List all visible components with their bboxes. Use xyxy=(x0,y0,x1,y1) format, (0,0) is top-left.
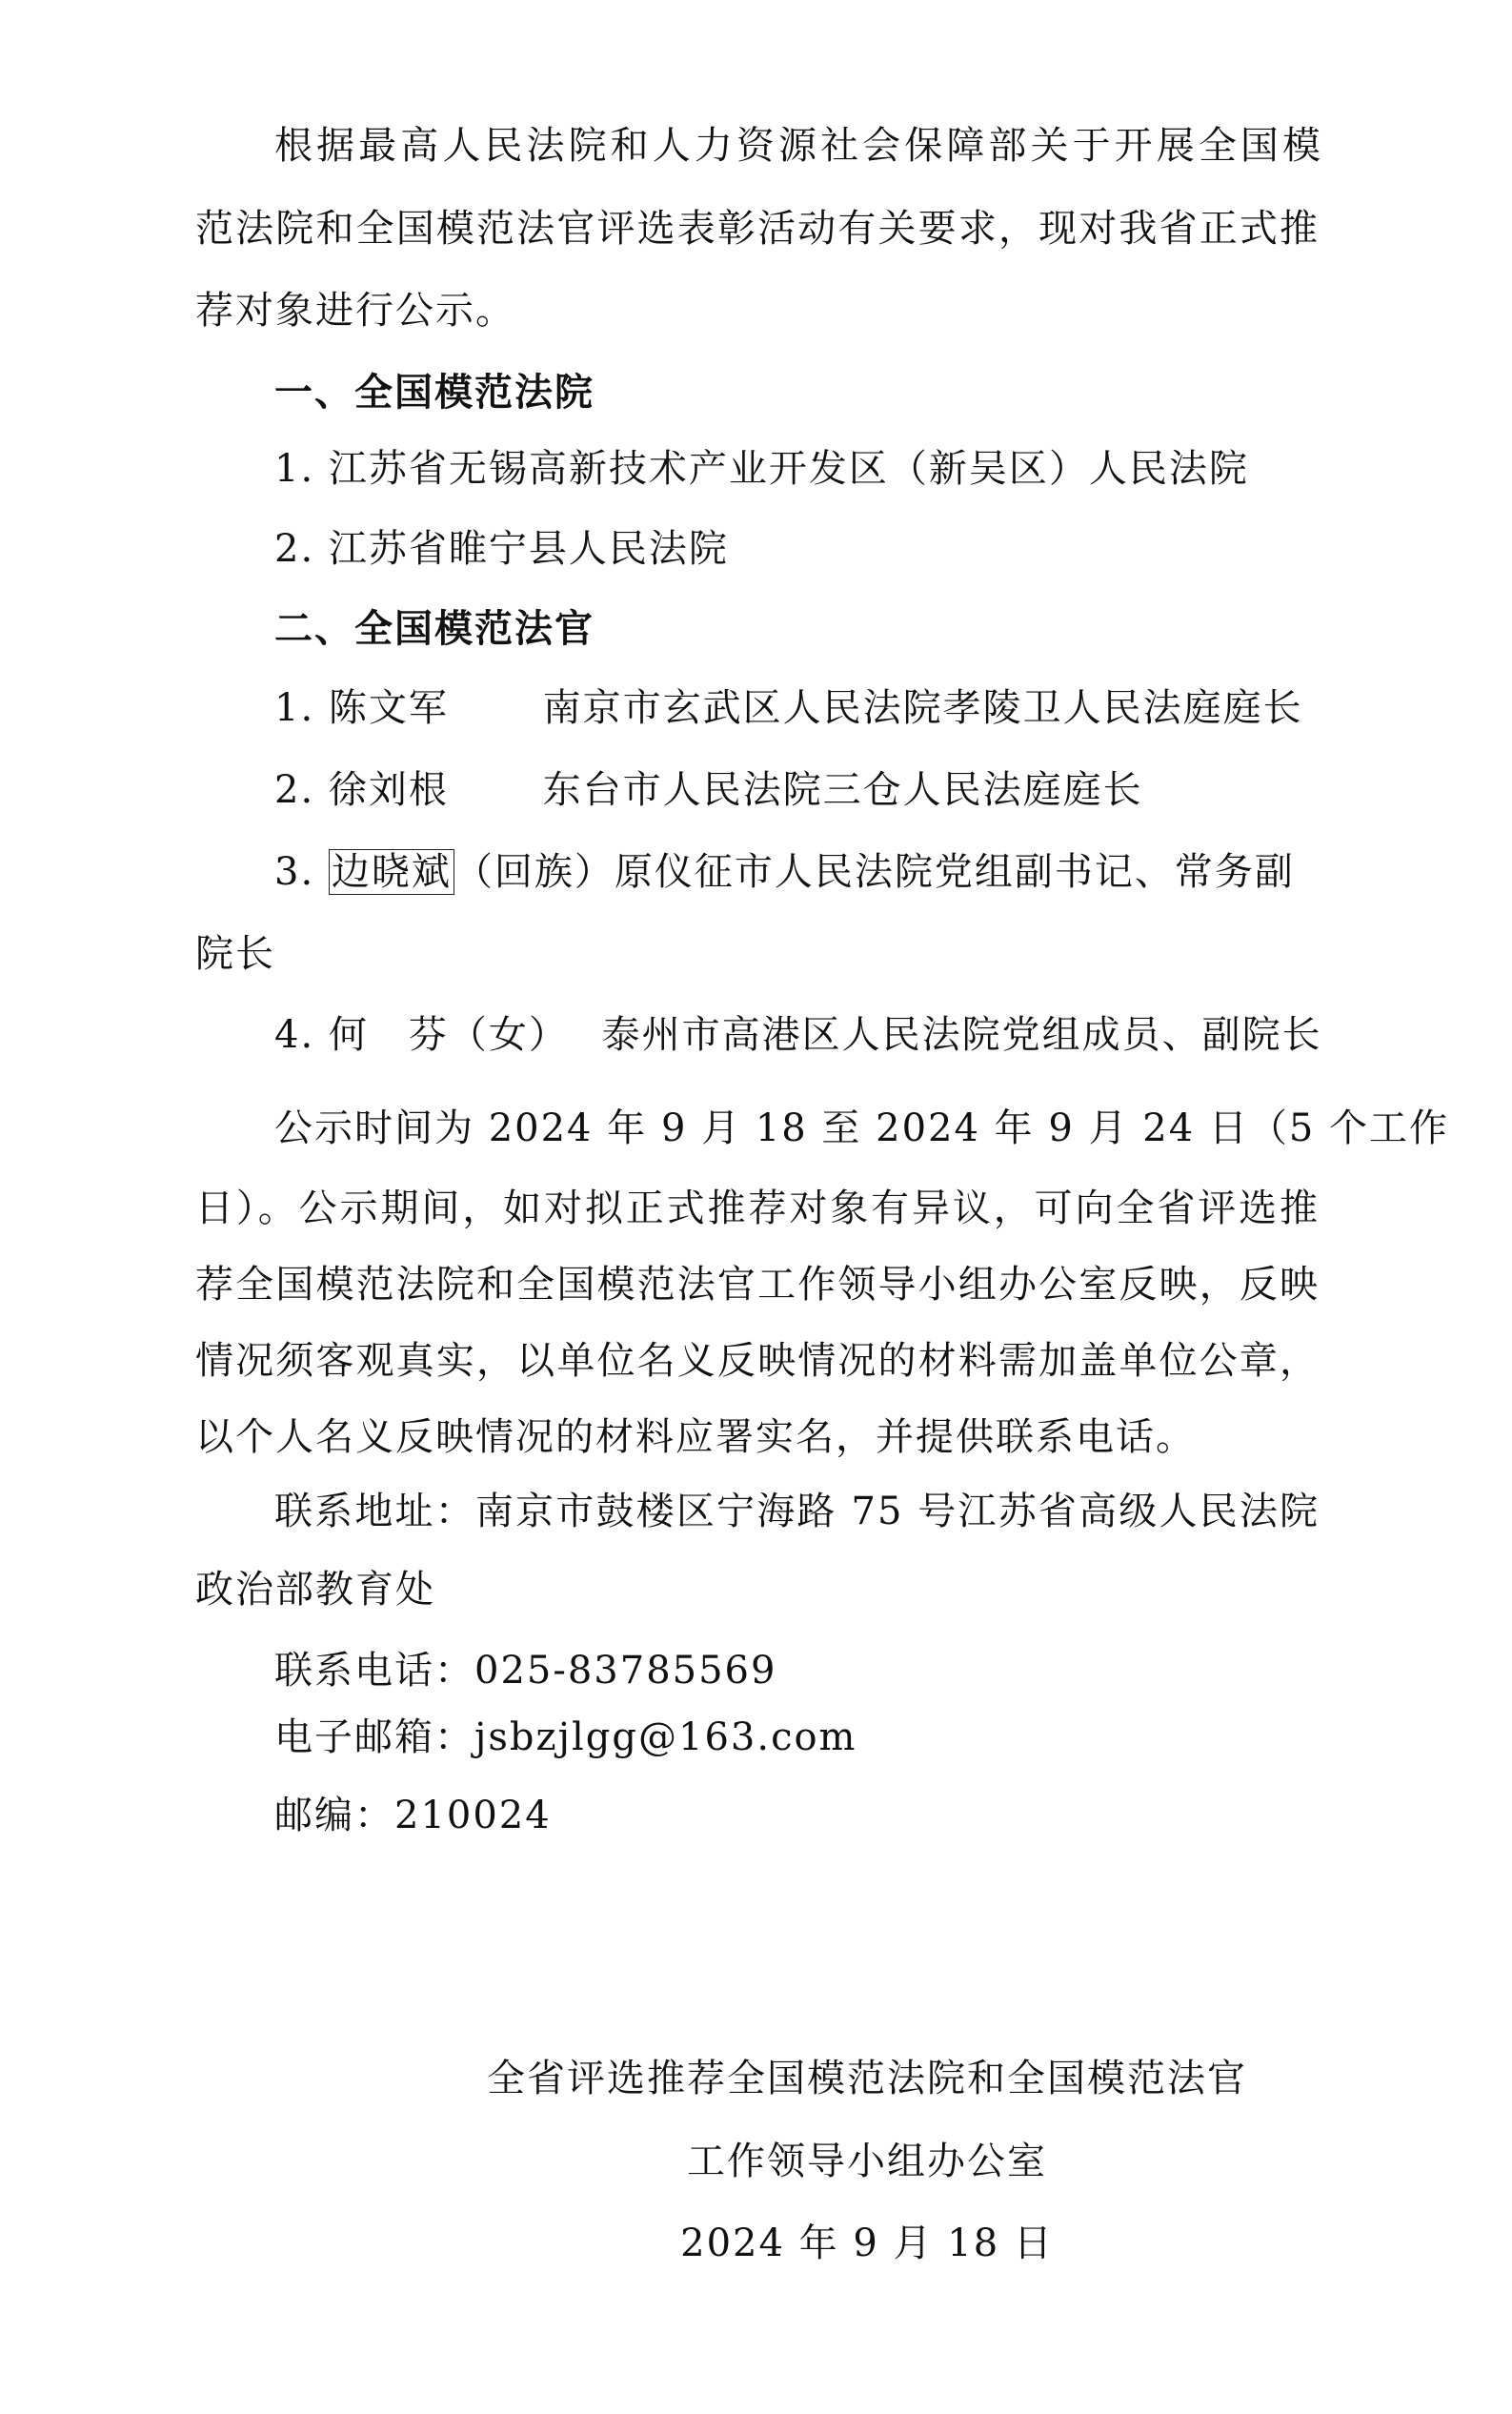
judge-item-1 xyxy=(274,681,1322,735)
intro-line-2: 范法院和全国模范法官评选表彰活动有关要求，现对我省正式推 xyxy=(195,207,1320,251)
judge-1-desc: 南京市玄武区人民法院孝陵卫人民法庭庭长 xyxy=(542,686,1303,730)
judge-3-name: 边晓斌 xyxy=(329,849,454,895)
notice-line-3: 荐全国模范法院和全国模范法官工作领导小组办公室反映，反映 xyxy=(195,1263,1320,1307)
court-item-1: 1. 江苏省无锡高新技术产业开发区（新吴区）人民法院 xyxy=(274,447,1249,491)
judge-3-number: 3. xyxy=(274,850,315,894)
judge-1-name: 陈文军 xyxy=(328,686,449,730)
judge-item-3 xyxy=(274,845,1320,899)
notice-line-4: 情况须客观真实，以单位名义反映情况的材料需加盖单位公章， xyxy=(195,1339,1320,1383)
notice-line-5: 以个人名义反映情况的材料应署实名，并提供联系电话。 xyxy=(195,1415,1196,1459)
judge-3-note: （回族）原仪征市人民法院党组副书记、常务副 xyxy=(454,850,1295,894)
judge-2-desc: 东台市人民法院三仓人民法庭庭长 xyxy=(542,768,1143,812)
contact-address-line-2: 政治部教育处 xyxy=(195,1568,435,1612)
judge-item-2 xyxy=(274,763,1322,817)
notice-line-2: 日）。公示期间，如对拟正式推荐对象有异议，可向全省评选推 xyxy=(195,1187,1320,1230)
judge-4-name: 何 芬（女） xyxy=(328,1013,569,1057)
contact-email: 电子邮箱：jsbzjlgg@163.com xyxy=(274,1715,857,1759)
judge-1-number: 1. xyxy=(274,686,315,730)
contact-address-line-1: 联系地址：南京市鼓楼区宁海路 75 号江苏省高级人民法院 xyxy=(274,1490,1320,1533)
signature-date: 2024 年 9 月 18 日 xyxy=(680,2221,1054,2265)
intro-line-1: 根据最高人民法院和人力资源社会保障部关于开展全国模 xyxy=(274,124,1322,168)
judge-item-4 xyxy=(274,1008,1322,1062)
section-2-heading: 二、全国模范法官 xyxy=(274,607,595,651)
signature-org-line-1: 全省评选推荐全国模范法院和全国模范法官 xyxy=(487,2057,1247,2100)
section-1-heading: 一、全国模范法院 xyxy=(274,371,595,415)
contact-phone: 联系电话：025-83785569 xyxy=(274,1649,777,1693)
intro-line-3: 荐对象进行公示。 xyxy=(195,289,515,333)
judge-4-desc: 泰州市高港区人民法院党组成员、副院长 xyxy=(601,1013,1322,1057)
notice-line-1: 公示时间为 2024 年 9 月 18 至 2024 年 9 月 24 日（5 个工作 xyxy=(274,1106,1450,1150)
contact-postcode: 邮编：210024 xyxy=(274,1794,552,1837)
court-item-2: 2. 江苏省睢宁县人民法院 xyxy=(274,527,729,571)
judge-4-number: 4. xyxy=(274,1013,315,1057)
signature-org-line-2: 工作领导小组办公室 xyxy=(687,2140,1047,2183)
judge-2-number: 2. xyxy=(274,768,315,812)
judge-2-name: 徐刘根 xyxy=(328,768,449,812)
judge-3-continuation: 院长 xyxy=(195,932,275,976)
